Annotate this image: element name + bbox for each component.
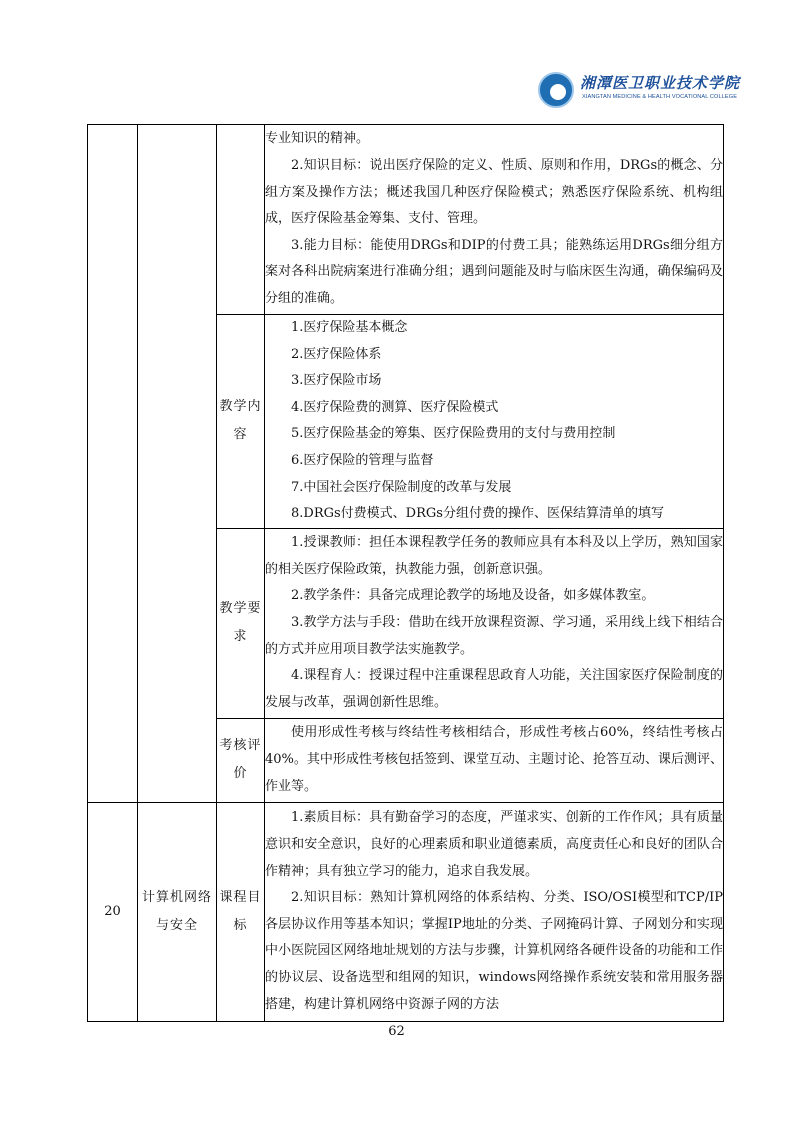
college-emblem-icon xyxy=(538,72,574,108)
objective-item: 2.知识目标：熟知计算机网络的体系结构、分类、ISO/OSI模型和TCP/IP各层协议作用等基本知识；掌握IP地址的分类、子网掩码计算、子网划分和实现中小医院园区网络地址规划的方法与步骤，计算机网络各硬件设备的功能和工作的协议层、设备选型和组网的知识，windows网络操作系统安装和常用服务器搭建，构建计算机网络中资源子网的方法 xyxy=(265,890,723,1012)
table-row xyxy=(88,125,724,315)
content-item: 3.医疗保险市场 xyxy=(291,373,382,389)
content-item: 6.医疗保险的管理与监督 xyxy=(291,452,434,468)
teaching-content-cell xyxy=(265,315,724,529)
requirement-item: 2.教学条件：具备完成理论教学的场地及设备，如多媒体教室。 xyxy=(291,588,655,604)
teaching-content-label: 教学内容 xyxy=(217,315,265,529)
teaching-requirements-label: 教学要求 xyxy=(217,528,265,718)
content-item: 5.医疗保险基金的筹集、医疗保险费用的支付与费用控制 xyxy=(291,426,616,442)
objective-line: 3.能力目标：能使用DRGs和DIP的付费工具；能熟练运用DRGs细分组方案对各科出院病案进行准确分组；遇到问题能及时与临床医生沟通，确保编码及分组的准确。 xyxy=(265,237,723,306)
requirement-item: 1.授课教师：担任本课程教学任务的教师应具有本科及以上学历，熟知国家的相关医疗保险政策，执教能力强，创新意识强。 xyxy=(265,535,723,577)
course-table xyxy=(87,124,724,1022)
objective-line: 2.知识目标：说出医疗保险的定义、性质、原则和作用，DRGs的概念、分组方案及操作方法；概述我国几种医疗保险模式；熟悉医疗保险系统、机构组成，医疗保险基金筹集、支付、管理。 xyxy=(265,158,723,227)
logo-english-name: XIANGTAN MEDICINE & HEALTH VOCATIONAL COLLEGE xyxy=(582,94,738,100)
logo-chinese-name: 湘潭医卫职业技术学院 xyxy=(580,74,741,92)
content-item: 8.DRGs付费模式、DRGs分组付费的操作、医保结算清单的填写 xyxy=(291,506,664,522)
assessment-text: 使用形成性考核与终结性考核相结合，形成性考核占60%，终结性考核占40%。其中形成性考核包括签到、课堂互动、主题讨论、抢答互动、课后测评、作业等。 xyxy=(265,725,723,794)
requirement-item: 3.教学方法与手段：借助在线开放课程资源、学习通，采用线上线下相结合的方式并应用项目教学法实施教学。 xyxy=(265,614,723,657)
course-name: 计算机网络与安全 xyxy=(138,802,217,1021)
assessment-label: 考核评价 xyxy=(217,718,265,802)
course-number: 20 xyxy=(88,802,138,1021)
objective-line: 专业知识的精神。 xyxy=(265,131,370,147)
assessment-cell xyxy=(265,718,724,802)
objective-item: 1.素质目标：具有勤奋学习的态度，严谨求实、创新的工作作风；具有质量意识和安全意识，良好的心理素质和职业道德素质，高度责任心和良好的团队合作精神；具有独立学习的能力，追求自我发展。 xyxy=(265,810,723,879)
teaching-requirements-cell xyxy=(265,528,724,718)
course-objectives-label: 课程目标 xyxy=(217,802,265,1021)
content-item: 7.中国社会医疗保险制度的改革与发展 xyxy=(291,479,512,495)
content-item: 4.医疗保险费的测算、医疗保险模式 xyxy=(291,399,499,415)
number-cell-empty xyxy=(88,125,138,803)
course-objectives-cell xyxy=(265,802,724,1021)
objectives-cell xyxy=(265,125,724,315)
college-logo xyxy=(538,70,741,110)
page-number: 62 xyxy=(388,1024,405,1039)
content-item: 1.医疗保险基本概念 xyxy=(291,320,408,335)
content-item: 2.医疗保险体系 xyxy=(291,346,382,362)
requirement-item: 4.课程育人：授课过程中注重课程思政育人功能，关注国家医疗保险制度的发展与改革，强调创新性思维。 xyxy=(265,668,723,710)
course-name-cell-empty xyxy=(138,125,217,803)
label-cell-empty xyxy=(217,125,265,315)
table-row xyxy=(88,802,724,1021)
